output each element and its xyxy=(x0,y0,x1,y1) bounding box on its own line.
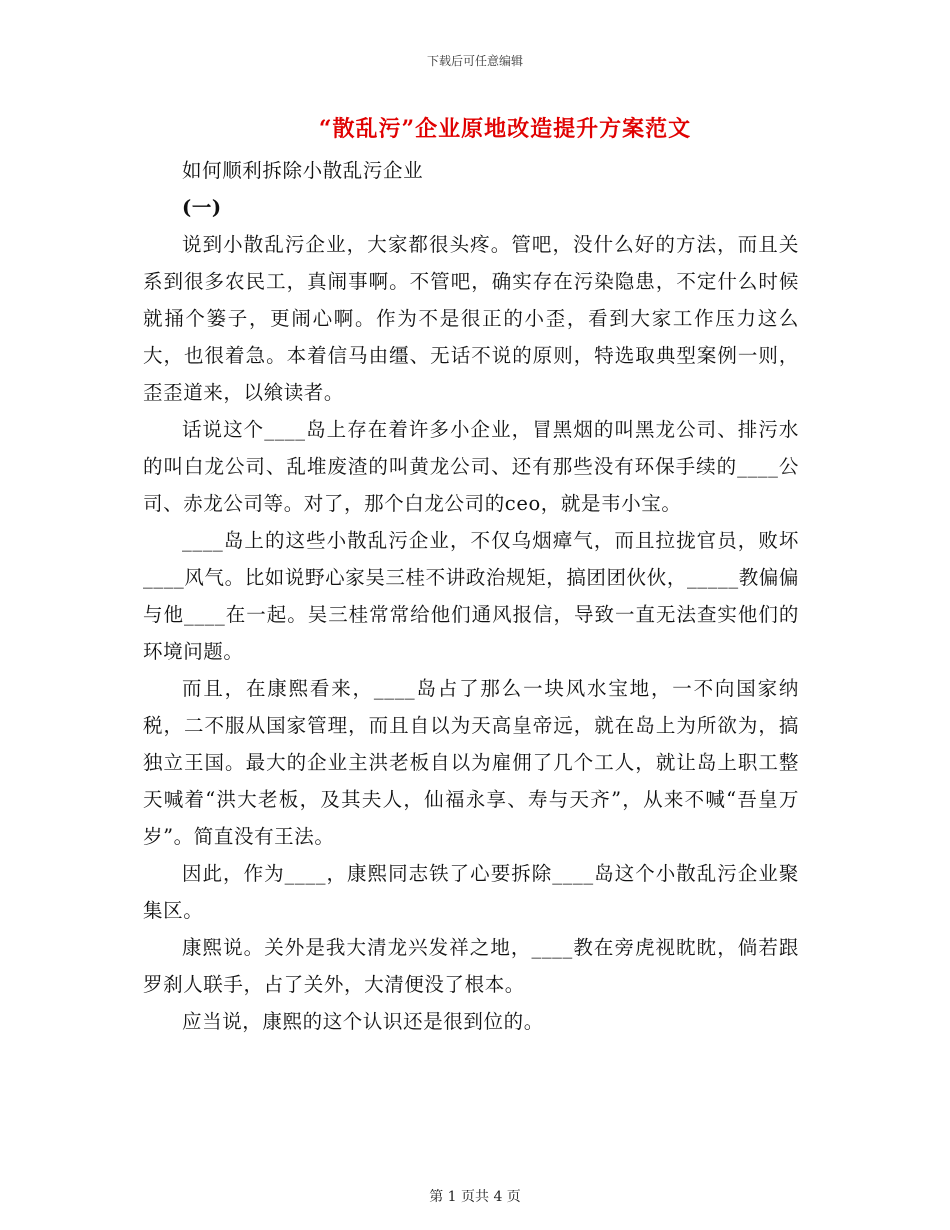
subheading: 如何顺利拆除小散乱污企业 xyxy=(182,159,424,182)
section-number: (一) xyxy=(182,196,222,219)
paragraph: 说到小散乱污企业，大家都很头疼。管吧，没什么好的方法，而且关系到很多农民工，真闹事啊。不管吧，确实存在污染隐患，不定什么时候就捅个篓子，更闹心啊。作为不是很正的小歪，看到大家工作压力这么大，也很着急。本着信马由缰、无话不说的原则，特选取典型案例一则，歪歪道来，以飨读者。 xyxy=(143,233,799,404)
paragraph: ____岛上的这些小散乱污企业，不仅乌烟瘴气，而且拉拢官员，败坏____风气。比如说野心家吴三桂不讲政治规矩，搞团团伙伙，_____教偏偏与他____在一起。吴三桂常常给他们通风报信，导致一直无法查实他们的环境问题。 xyxy=(143,529,799,663)
document-title: “散乱污”企业原地改造提升方案范文 xyxy=(318,116,692,142)
paragraph: 康熙说。关外是我大清龙兴发祥之地，____教在旁虎视眈眈，倘若跟罗刹人联手，占了关外，大清便没了根本。 xyxy=(143,936,799,996)
paragraph: 而且，在康熙看来，____岛占了那么一块风水宝地，一不向国家纳税，二不服从国家管理，而且自以为天高皇帝远，就在岛上为所欲为，搞独立王国。最大的企业主洪老板自以为雇佣了几个工人，就让岛上职工整天喊着“洪大老板，及其夫人，仙福永享、寿与天齐”，从来不喊“吾皇万岁”。简直没有王法。 xyxy=(143,677,799,848)
document-body xyxy=(143,152,799,1040)
page-number-footer: 第 1 页共 4 页 xyxy=(429,1189,521,1205)
paragraph: 话说这个____岛上存在着许多小企业，冒黑烟的叫黑龙公司、排污水的叫白龙公司、乱堆废渣的叫黄龙公司、还有那些没有环保手续的____公司、赤龙公司等。对了，那个白龙公司的ceo，就是韦小宝。 xyxy=(143,418,799,515)
paragraph: 应当说，康熙的这个认识还是很到位的。 xyxy=(182,1010,544,1033)
paragraph: 因此，作为____，康熙同志铁了心要拆除____岛这个小散乱污企业聚集区。 xyxy=(143,862,799,922)
page-header-note: 下载后可任意编辑 xyxy=(426,54,523,68)
